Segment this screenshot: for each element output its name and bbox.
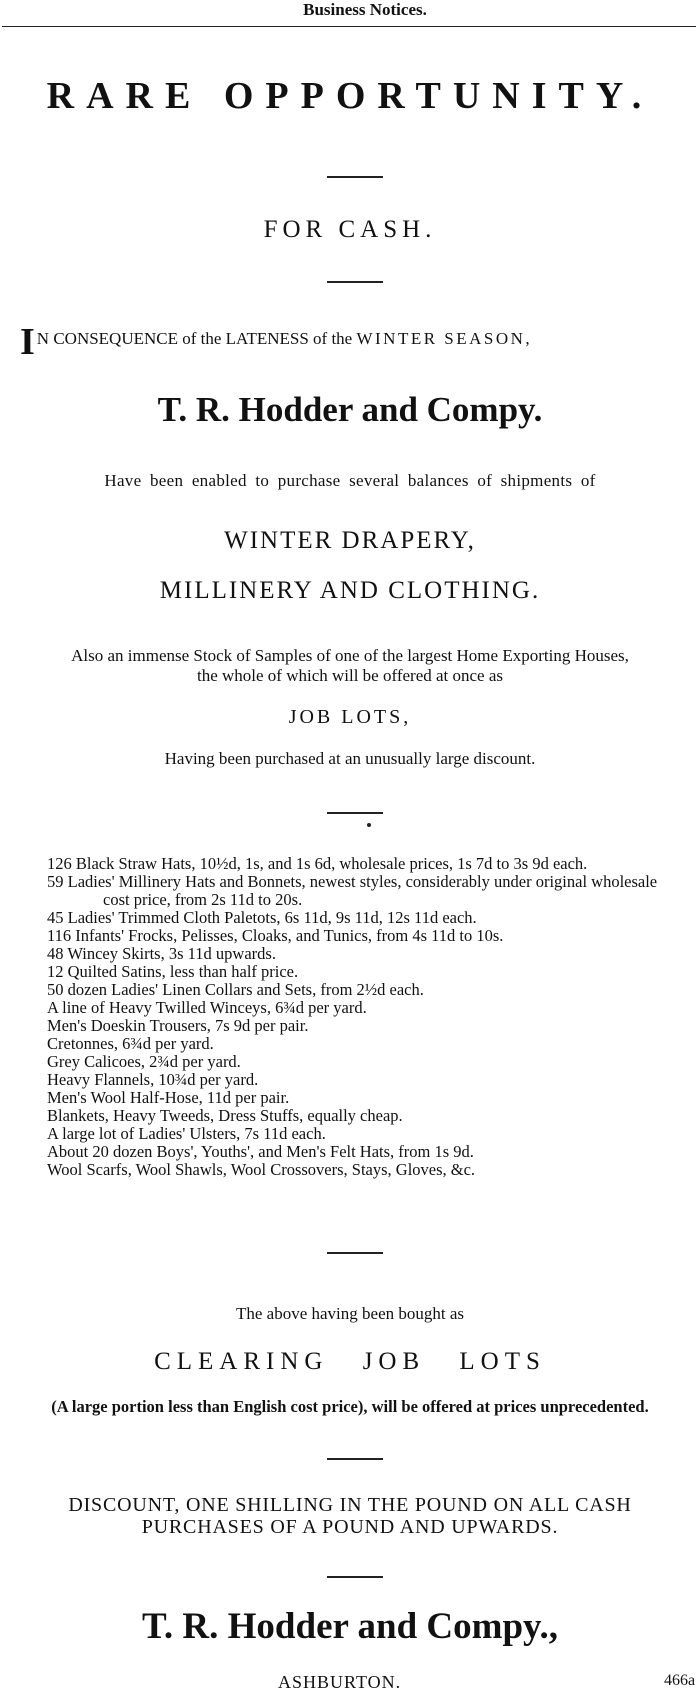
also-line: the whole of which will be offered at once as xyxy=(196,666,504,685)
list-item: 50 dozen Ladies' Linen Collars and Sets, from 2½d each. xyxy=(47,980,424,999)
having-line: Having been purchased at an unusually large discount. xyxy=(164,749,536,768)
winter-season-text: WINTER SEASON, xyxy=(356,329,533,348)
list-item: Men's Doeskin Trousers, 7s 9d per pair. xyxy=(47,1016,309,1035)
portion-line: (A large portion less than English cost price), will be offered at prices unprecedented. xyxy=(51,1397,649,1416)
firm-name: T. R. Hodder and Compy. xyxy=(157,390,543,429)
divider-rule xyxy=(327,1576,383,1578)
town-name: ASHBURTON. xyxy=(278,1672,402,1692)
list-item: 45 Ladies' Trimmed Cloth Paletots, 6s 11d, 9s 11d, 12s 11d each. xyxy=(47,908,477,927)
winter-drapery-heading: WINTER DRAPERY, xyxy=(224,527,476,554)
clearing-job-lots-heading: CLEARING JOB LOTS xyxy=(154,1348,546,1375)
for-cash-heading: FOR CASH. xyxy=(263,216,437,243)
list-item: A large lot of Ladies' Ulsters, 7s 11d each. xyxy=(47,1124,326,1143)
discount-line: DISCOUNT, ONE SHILLING IN THE POUND ON ALL CASH xyxy=(68,1494,632,1516)
enabled-line: Have been enabled to purchase several balances of shipments of xyxy=(104,471,596,490)
folio-number: 466a xyxy=(664,1672,696,1689)
consequence-text: N CONSEQUENCE of the LATENESS of the xyxy=(36,329,357,348)
drop-cap: I xyxy=(20,321,35,363)
list-item: Cretonnes, 6¾d per yard. xyxy=(47,1034,214,1053)
list-item: 59 Ladies' Millinery Hats and Bonnets, newest styles, considerably under original wholesale cost price, from 2s 11d to 20s. xyxy=(47,872,658,909)
list-item: Grey Calicoes, 2¾d per yard. xyxy=(47,1052,241,1071)
bought-line: The above having been bought as xyxy=(235,1304,464,1323)
divider-rule xyxy=(327,812,383,814)
millinery-heading: MILLINERY AND CLOTHING. xyxy=(159,577,541,604)
discount-notice xyxy=(0,1494,700,1538)
divider-rule xyxy=(327,1252,383,1254)
list-item: Wool Scarfs, Wool Shawls, Wool Crossovers, Stays, Gloves, &c. xyxy=(47,1160,476,1179)
list-item: A line of Heavy Twilled Winceys, 6¾d per yard. xyxy=(47,998,367,1017)
list-item: 12 Quilted Satins, less than half price. xyxy=(47,962,299,981)
list-item: 48 Wincey Skirts, 3s 11d upwards. xyxy=(47,944,276,963)
divider-rule xyxy=(327,1458,383,1460)
running-head: Business Notices. xyxy=(303,0,427,19)
list-item: Men's Wool Half-Hose, 11d per pair. xyxy=(47,1088,290,1107)
list-item: About 20 dozen Boys', Youths', and Men's Felt Hats, from 1s 9d. xyxy=(47,1142,474,1161)
ornament-dot xyxy=(367,823,371,827)
also-paragraph xyxy=(0,646,700,686)
consequence-line xyxy=(20,320,700,364)
list-item: Heavy Flannels, 10¾d per yard. xyxy=(47,1070,259,1089)
list-item: Blankets, Heavy Tweeds, Dress Stuffs, equally cheap. xyxy=(47,1106,403,1125)
item-list xyxy=(47,855,667,1179)
discount-line: PURCHASES OF A POUND AND UPWARDS. xyxy=(141,1516,559,1538)
list-item: 126 Black Straw Hats, 10½d, 1s, and 1s 6d, wholesale prices, 1s 7d to 3s 9d each. xyxy=(47,854,588,873)
firm-name-footer: T. R. Hodder and Compy., xyxy=(142,1606,558,1647)
list-item: 116 Infants' Frocks, Pelisses, Cloaks, and Tunics, from 4s 11d to 10s. xyxy=(47,926,504,945)
also-line: Also an immense Stock of Samples of one of the largest Home Exporting Houses, xyxy=(71,646,629,665)
job-lots-heading: JOB LOTS, xyxy=(288,706,412,728)
advert-title: RARE OPPORTUNITY. xyxy=(46,75,654,117)
header-rule xyxy=(2,26,696,27)
divider-rule xyxy=(327,281,383,283)
divider-rule xyxy=(327,176,383,178)
